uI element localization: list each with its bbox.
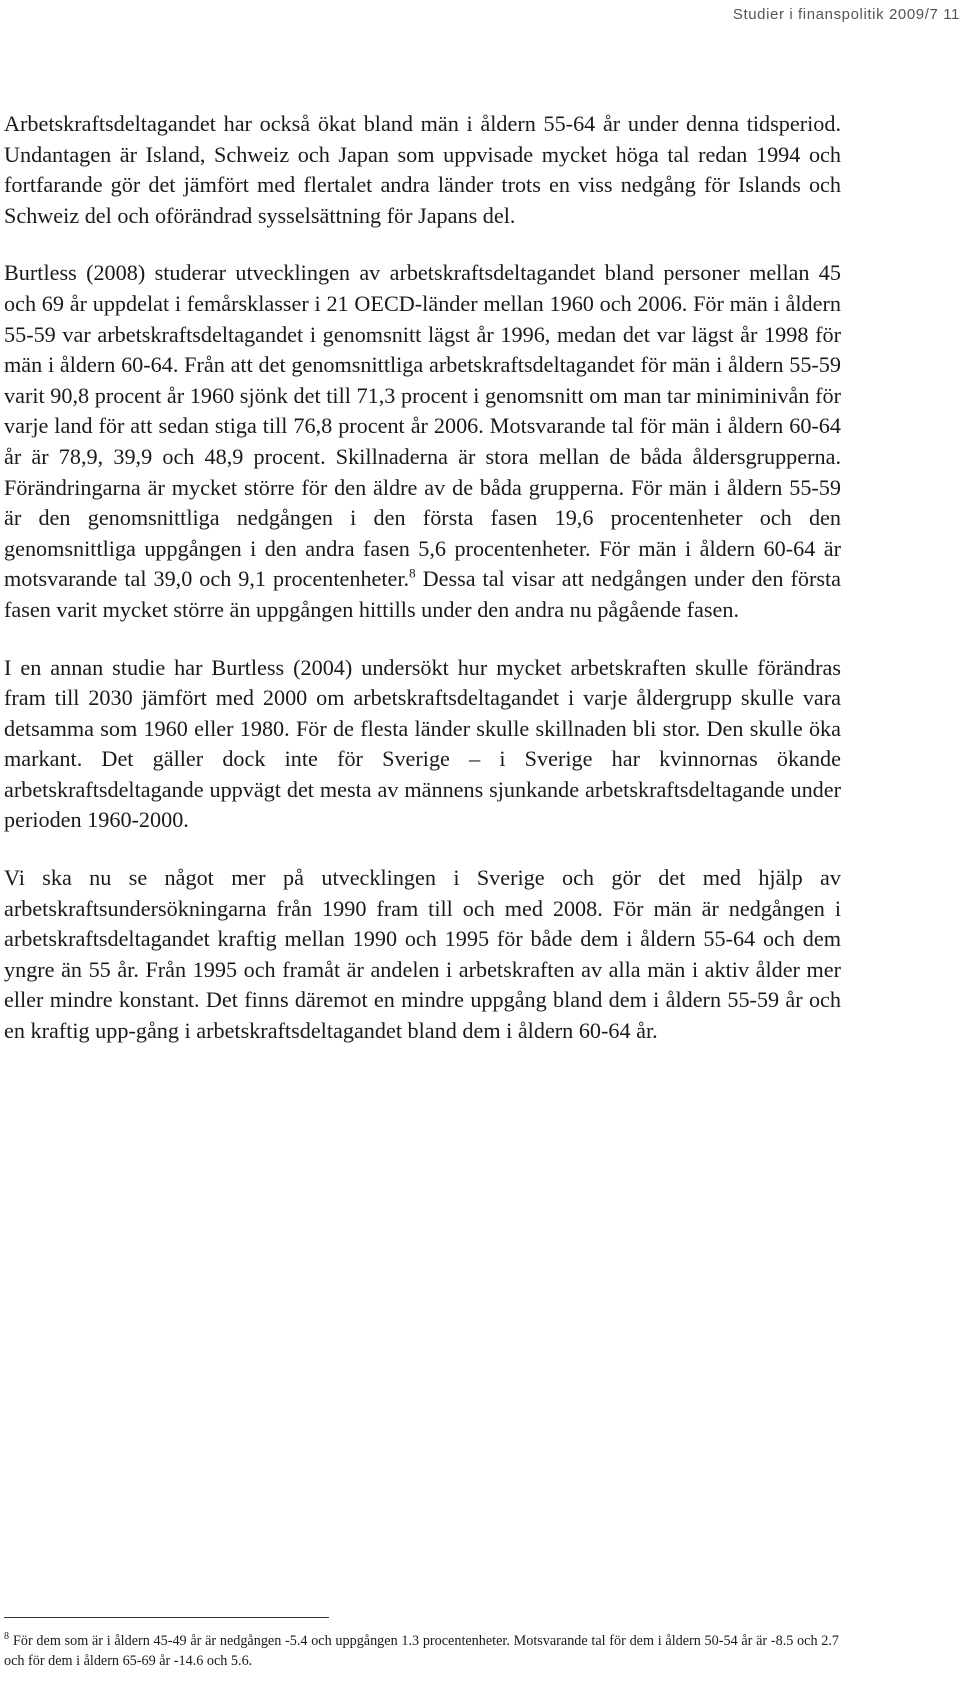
body-text [4, 109, 841, 1074]
paragraph-3: I en annan studie har Burtless (2004) undersökt hur mycket arbetskraften skulle förändras fram till 2030 jämfört med 2000 om arbetskraftsdeltagandet i varje åldergrupp skulle vara detsamma som 1960 eller 1980. För de flesta länder skulle skillnaden bli stor. Den skulle öka markant. Det gäller dock inte för Sverige – i Sverige har kvinnornas ökande arbetskraftsdeltagande uppvägt det mesta av männens sjunkande arbetskraftsdeltagande under perioden 1960-2000. [4, 654, 841, 833]
footnote-text: För dem som är i åldern 45-49 år är nedgången -5.4 och uppgången 1.3 procentenheter. Motsvarande tal för dem i åldern 50-54 år är -8.5 och 2.7 och för dem i åldern 65-69 år -14.6 och 5.6. [4, 1633, 839, 1669]
paragraph-4: Vi ska nu se något mer på utvecklingen i Sverige och gör det med hjälp av arbetskraftsundersökningarna från 1990 fram till och med 2008. För män är nedgången i arbetskraftsdeltagandet kraftig mellan 1990 och 1995 för både dem i åldern 55-64 och dem yngre än 55 år. Från 1995 och framåt är andelen i arbetskraften av alla män i aktiv ålder mer eller mindre konstant. Det finns däremot en mindre uppgång bland dem i åldern 55-59 år och en kraftig upp-gång i arbetskraftsdeltagandet bland dem i åldern 60-64 år. [4, 865, 841, 1044]
paragraph-1: Arbetskraftsdeltagandet har också ökat bland män i åldern 55-64 år under denna tidsperiod. Undantagen är Island, Schweiz och Japan som uppvisade mycket höga tal redan 1994 och fortfarande gör det jämfört med flertalet andra länder trots en viss nedgång för Islands och Schweiz del och oförändrad sysselsättning för Japans del. [4, 111, 841, 228]
footnote-divider [4, 1617, 329, 1618]
running-header: Studier i finanspolitik 2009/7 11 [732, 6, 960, 23]
paragraph-2-main: Burtless (2008) studerar utvecklingen av arbetskraftsdeltagandet bland personer mellan 45 och 69 år uppdelat i femårsklasser i 21 OECD-länder mellan 1960 och 2006. För män i åldern 55-59 var arbetskraftsdeltagandet i genomsnitt lägst år 1996, medan det var lägst år 1998 för män i åldern 60-64. Från att det genomsnittliga arbetskraftsdeltagandet för män i åldern 55-59 varit 90,8 procent år 1960 sjönk det till 71,3 procent i genomsnitt om man tar miniminivån för varje land för att sedan stiga till 76,8 procent år 2006. Motsvarande tal för män i åldern 60-64 år är 78,9, 39,9 och 48,9 procent. Skillnaderna är stora mellan de båda åldersgrupperna. Förändringarna är mycket större för den äldre av de båda grupperna. För män i åldern 55-59 är den genomsnittliga nedgången i den första fasen 19,6 procentenheter och den genomsnittliga uppgången i den andra fasen 5,6 procentenheter. För män i åldern 60-64 är motsvarande tal 39,0 och 9,1 procentenheter. [4, 260, 841, 592]
paragraph-2-tail: Dessa tal visar att nedgången under den första fasen varit mycket större än uppgången hittills under den andra nu pågående fasen. [4, 566, 841, 622]
footnote-mark: 8 [4, 1631, 9, 1643]
footnote-reference[interactable]: 8 [409, 565, 416, 581]
footnote-8 [4, 1631, 839, 1671]
paragraph-2 [4, 258, 841, 625]
